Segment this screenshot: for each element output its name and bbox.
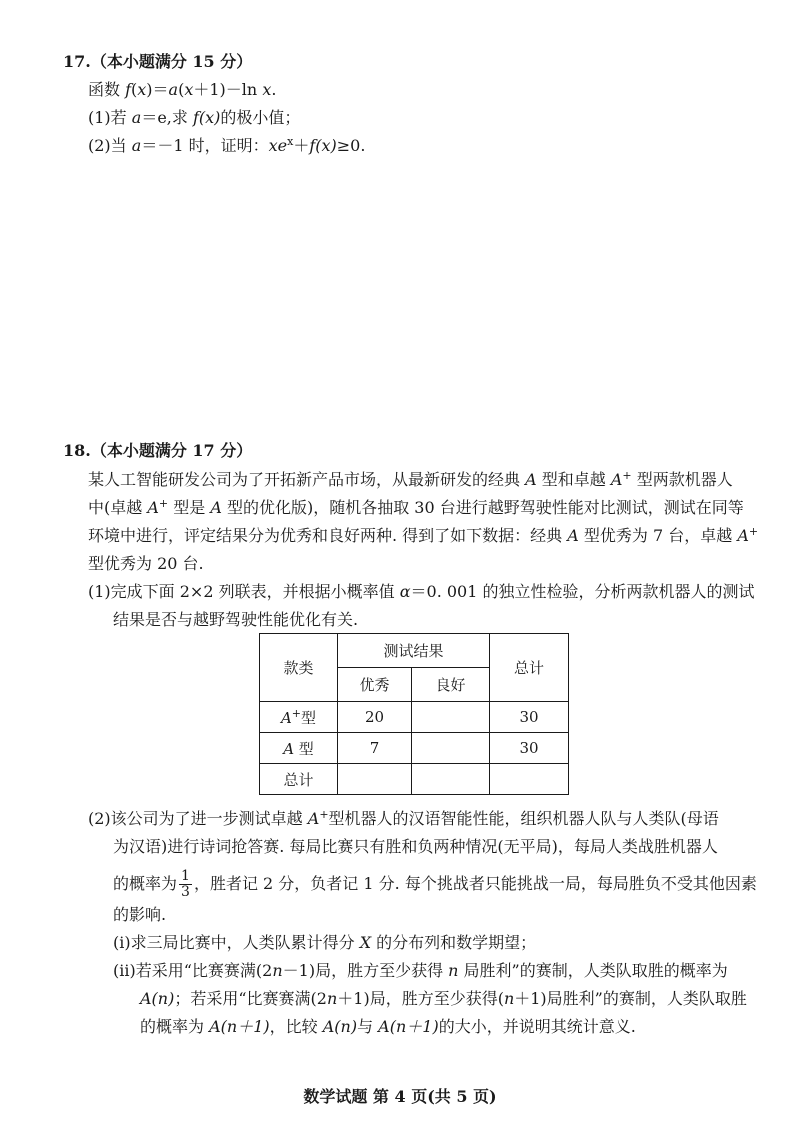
q17-part1: (1)若 a＝e,求 f(x)的极小值；: [88, 108, 301, 127]
q18-part2-line2: 为汉语)进行诗词抢答赛. 每局比赛只有胜和负两种情况(无平局)，每局人类战胜机器人: [113, 837, 718, 856]
q18-intro-line3: 环境中进行，评定结果分为优秀和良好两种. 得到了如下数据：经典 A 型优秀为 7 台，卓越 A+: [88, 525, 759, 545]
fraction-one-third: $\frac{1}{3}$: [181, 868, 190, 900]
q18-part2-ii-line2: A(n)；若采用“比赛赛满(2n＋1)局，胜方至少获得(n＋1)局胜利”的赛制，人类队取胜: [140, 989, 747, 1008]
q18-title: 18.（本小题满分 17 分）: [63, 441, 253, 460]
subheader-good: 良好: [412, 668, 490, 702]
subheader-excellent: 优秀: [338, 668, 412, 702]
q18-part1-line2: 结果是否与越野驾驶性能优化有关.: [113, 610, 359, 629]
table-row: [260, 702, 569, 733]
q18-part2-ii-line3: 的概率为 A(n＋1)，比较 A(n)与 A(n＋1)的大小，并说明其统计意义.: [140, 1017, 636, 1036]
cell-aplus-total: 30: [490, 702, 569, 733]
header-result: 测试结果: [338, 634, 490, 668]
page-footer: 数学试题 第 4 页(共 5 页): [303, 1087, 497, 1106]
cell-total-excellent: [338, 764, 412, 795]
q18-intro-line1: 某人工智能研发公司为了开拓新产品市场，从最新研发的经典 A 型和卓越 A+ 型两款机器人: [88, 469, 733, 489]
header-kind: 款类: [260, 634, 338, 702]
cell-a-total: 30: [490, 733, 569, 764]
row-label-a: A 型: [260, 733, 338, 764]
q18-part2-line4: 的影响.: [113, 905, 167, 924]
q18-part2-i: (i)求三局比赛中，人类队累计得分 X 的分布列和数学期望；: [113, 933, 537, 952]
cell-total-good: [412, 764, 490, 795]
q18-intro-line4: 型优秀为 20 台.: [88, 554, 204, 573]
cell-aplus-good: [412, 702, 490, 733]
row-label-aplus: A+型: [260, 702, 338, 733]
cell-aplus-excellent: 20: [338, 702, 412, 733]
row-label-total: 总计: [260, 764, 338, 795]
table-row: [260, 764, 569, 795]
header-total: 总计: [490, 634, 569, 702]
q18-part2-line3: 的概率为 $\frac{1}{3}$ ，胜者记 2 分，负者记 1 分. 每个挑战者只能挑战一局，每局胜负不受其他因素: [113, 868, 757, 900]
q18-part2-ii-line1: (ii)若采用“比赛赛满(2n－1)局，胜方至少获得 n 局胜利”的赛制，人类队取胜的概率为: [113, 961, 728, 980]
cell-a-excellent: 7: [338, 733, 412, 764]
q18-part1-line1: (1)完成下面 2×2 列联表，并根据小概率值 α＝0. 001 的独立性检验，分析两款机器人的测试: [88, 582, 755, 601]
q18-intro-line2: 中(卓越 A+ 型是 A 型的优化版)，随机各抽取 30 台进行越野驾驶性能对比测试，测试在同等: [88, 497, 744, 517]
q17-title: 17.（本小题满分 15 分）: [63, 52, 253, 71]
q17-function-def: 函数 f(x)＝a(x＋1)－ln x.: [88, 80, 277, 99]
cell-a-good: [412, 733, 490, 764]
contingency-table: [259, 633, 569, 795]
q17-part2: (2)当 a＝－1 时，证明：$xe^x+f(x)\ge 0$.: [88, 135, 366, 155]
cell-total-total: [490, 764, 569, 795]
q18-part2-line1: (2)该公司为了进一步测试卓越 A+型机器人的汉语智能性能，组织机器人队与人类队(母语: [88, 808, 719, 828]
table-row: [260, 733, 569, 764]
